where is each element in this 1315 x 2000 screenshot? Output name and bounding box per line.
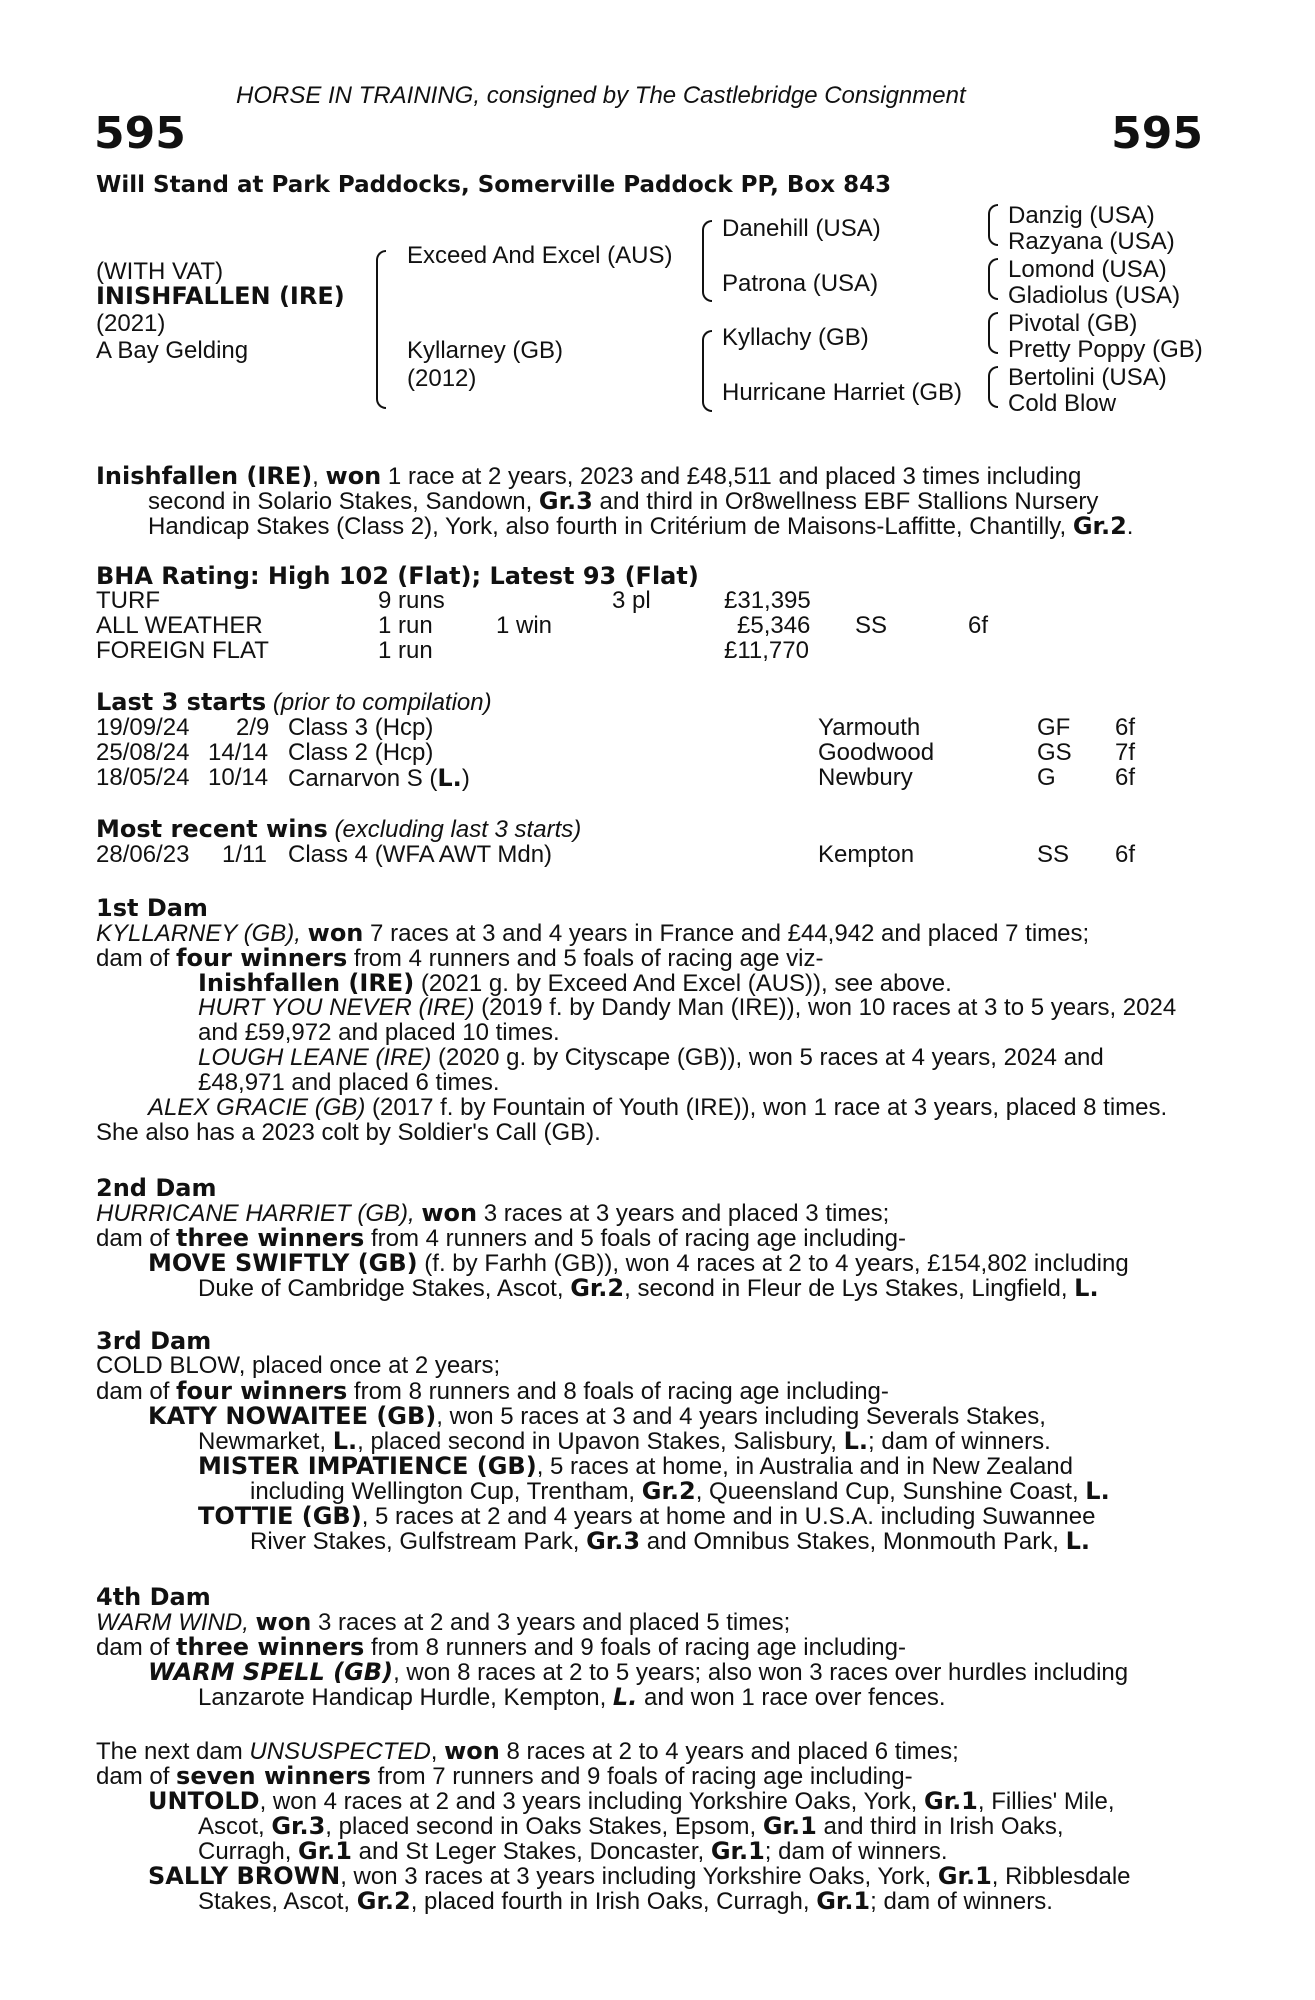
text: including Wellington Cup, Trentham,: [250, 1478, 642, 1505]
text: The next dam: [96, 1738, 250, 1765]
start-race: [288, 764, 470, 793]
start-going: G: [1037, 764, 1056, 791]
start-position: 2/9: [236, 714, 270, 741]
rating-label: TURF: [96, 587, 160, 614]
produce-name: MOVE SWIFTLY (GB): [148, 1249, 418, 1277]
won-label: won: [421, 1199, 478, 1227]
produce-line: [148, 1094, 1167, 1122]
consignment-header: HORSE IN TRAINING, consigned by The Castlebridge Consignment: [236, 82, 966, 109]
text: from 8 runners and 9 foals of racing age including-: [364, 1634, 906, 1661]
dam-dam-sire: Bertolini (USA): [1008, 364, 1167, 391]
winners-count: three winners: [176, 1224, 365, 1252]
text: from 4 runners and 5 foals of racing age including-: [364, 1225, 906, 1252]
start-race-text: Carnarvon S (: [288, 765, 438, 792]
text: Duke of Cambridge Stakes, Ascot,: [198, 1275, 571, 1302]
horse-name: INISHFALLEN (IRE): [96, 282, 345, 310]
pedigree-brace-dd: [988, 366, 998, 408]
start-race: Class 2 (Hcp): [288, 739, 434, 766]
text: and third in Irish Oaks,: [816, 1813, 1064, 1840]
sire-dam-sire: Lomond (USA): [1008, 256, 1167, 283]
start-date: 25/08/24: [96, 739, 190, 766]
won-label: won: [255, 1608, 312, 1636]
produce-text: (2017 f. by Fountain of Youth (IRE)), won 1 race at 3 years, placed 8 times.: [365, 1094, 1168, 1121]
summary-text-2b: and third in Or8wellness EBF Stallions Nursery: [592, 488, 1099, 515]
produce-text: , won 8 races at 2 to 5 years; also won 3 races over hurdles including: [393, 1659, 1129, 1686]
produce-name: UNTOLD: [148, 1787, 260, 1815]
text: and St Leger Stakes, Doncaster,: [351, 1838, 711, 1865]
produce-continuation: [198, 1683, 946, 1712]
stabling-info: Will Stand at Park Paddocks, Somerville Paddock PP, Box 843: [96, 172, 892, 198]
pedigree-brace-ds: [988, 312, 998, 354]
dam: Kyllarney (GB): [407, 337, 564, 364]
produce-text: , won 5 races at 3 and 4 years including Severals Stakes,: [436, 1403, 1046, 1430]
dam-record: 8 races at 2 to 4 years and placed 6 times;: [499, 1738, 959, 1765]
produce-text: , 5 races at 2 and 4 years at home and in U.S.A. including Suwannee: [361, 1503, 1096, 1530]
grade-2: Gr.2: [356, 1887, 411, 1915]
sire: Exceed And Excel (AUS): [407, 242, 673, 269]
text: , Fillies' Mile,: [977, 1788, 1115, 1815]
produce-continuation: £48,971 and placed 6 times.: [198, 1069, 500, 1096]
grade-1: Gr.1: [762, 1812, 817, 1840]
rating-money: £5,346: [737, 612, 811, 639]
start-course: Yarmouth: [818, 714, 921, 741]
pedigree-brace-ss: [988, 204, 998, 246]
produce-name: ALEX GRACIE (GB): [148, 1094, 366, 1121]
first-dam-title: 1st Dam: [96, 894, 208, 922]
win-date: 28/06/23: [96, 841, 190, 868]
grade-1: Gr.1: [710, 1837, 765, 1865]
text: Curragh,: [198, 1838, 299, 1865]
winners-count: seven winners: [176, 1762, 371, 1790]
second-dam-title: 2nd Dam: [96, 1174, 217, 1202]
text: from 4 runners and 5 foals of racing age viz-: [347, 945, 824, 972]
grade-1: Gr.1: [816, 1887, 871, 1915]
start-position: 14/14: [208, 739, 269, 766]
third-dam-line-1: COLD BLOW, placed once at 2 years;: [96, 1352, 501, 1379]
start-date: 19/09/24: [96, 714, 190, 741]
text: from 7 runners and 9 foals of racing age including-: [370, 1763, 913, 1790]
pedigree-brace-sire: [702, 220, 712, 302]
text: , Queensland Cup, Sunshine Coast,: [695, 1478, 1086, 1505]
sire-dam-dam: Gladiolus (USA): [1008, 282, 1181, 309]
horse-year: (2021): [96, 310, 166, 337]
sire-dam: Patrona (USA): [722, 270, 879, 297]
first-dam-footnote: She also has a 2023 colt by Soldier's Call (GB).: [96, 1119, 601, 1146]
text: Stakes, Ascot,: [198, 1888, 357, 1915]
start-distance: 6f: [1115, 764, 1136, 791]
text: from 8 runners and 8 foals of racing age including-: [347, 1378, 889, 1405]
text: River Stakes, Gulfstream Park,: [250, 1528, 587, 1555]
dam-name: UNSUSPECTED: [249, 1738, 431, 1765]
text: dam of: [96, 945, 177, 972]
pedigree-brace-main: [376, 250, 386, 409]
produce-text: (2021 g. by Exceed And Excel (AUS)), see above.: [414, 970, 952, 997]
text: dam of: [96, 1763, 177, 1790]
produce-continuation: and £59,972 and placed 10 times.: [198, 1019, 560, 1046]
pedigree-brace-sd: [988, 258, 998, 300]
rating-runs: 1 run: [378, 612, 433, 639]
grade-2: Gr.2: [1072, 512, 1127, 540]
produce-continuation: [198, 1274, 1099, 1303]
winners-count: four winners: [176, 1377, 348, 1405]
win-race: Class 4 (WFA AWT Mdn): [288, 841, 553, 868]
grade-3: Gr.3: [538, 487, 593, 515]
summary-text-2a: second in Solario Stakes, Sandown,: [148, 488, 539, 515]
grade-1: Gr.1: [923, 1787, 978, 1815]
grade-1: Gr.1: [937, 1862, 992, 1890]
summary-text-3b: .: [1126, 513, 1134, 540]
vat-note: (WITH VAT): [96, 258, 224, 285]
text: ; dam of winners.: [870, 1888, 1053, 1915]
produce-name: TOTTIE (GB): [198, 1502, 362, 1530]
listed-marker: L.: [437, 764, 462, 792]
rating-runs: 9 runs: [378, 587, 445, 614]
produce-continuation: [250, 1527, 1090, 1556]
lot-number-right: 595: [1111, 108, 1203, 159]
start-course: Newbury: [818, 764, 913, 791]
produce-name: LOUGH LEANE (IRE): [198, 1044, 432, 1071]
produce-name: HURT YOU NEVER (IRE): [198, 994, 475, 1021]
listed-marker: L.: [1065, 1527, 1090, 1555]
start-position: 10/14: [208, 764, 269, 791]
produce-continuation: [198, 1887, 1053, 1916]
text: , placed second in Upavon Stakes, Salisbury,: [357, 1428, 844, 1455]
dam-record: 7 races at 3 and 4 years in France and £44,942 and placed 7 times;: [363, 920, 1090, 947]
listed-marker: L.: [1085, 1477, 1110, 1505]
text: dam of: [96, 1634, 177, 1661]
rating-money: £11,770: [724, 637, 809, 664]
winners-count: three winners: [176, 1633, 365, 1661]
produce-text: (2020 g. by Cityscape (GB)), won 5 races at 4 years, 2024 and: [431, 1044, 1104, 1071]
text: and won 1 race over fences.: [637, 1684, 946, 1711]
sire-sire-sire: Danzig (USA): [1008, 202, 1155, 229]
text: ,: [430, 1738, 445, 1765]
grade-3: Gr.3: [586, 1527, 641, 1555]
sire-sire: Danehill (USA): [722, 215, 881, 242]
text: , placed fourth in Irish Oaks, Curragh,: [410, 1888, 817, 1915]
start-going: GS: [1037, 739, 1072, 766]
lot-number-left: 595: [94, 108, 186, 159]
text: , placed second in Oaks Stakes, Epsom,: [325, 1813, 763, 1840]
produce-name: WARM SPELL (GB): [148, 1658, 394, 1686]
produce-line: [198, 994, 1176, 1022]
text: , second in Fleur de Lys Stakes, Lingfield,: [624, 1275, 1075, 1302]
dam-record: 3 races at 3 years and placed 3 times;: [477, 1200, 890, 1227]
start-going: GF: [1037, 714, 1071, 741]
text: ; dam of winners.: [868, 1428, 1051, 1455]
text: and Omnibus Stakes, Monmouth Park,: [640, 1528, 1066, 1555]
fourth-dam-title: 4th Dam: [96, 1583, 211, 1611]
won-label: won: [444, 1737, 500, 1765]
dam-dam-dam: Cold Blow: [1008, 390, 1117, 417]
last-starts-note: (prior to compilation): [266, 689, 492, 716]
rating-going: SS: [855, 612, 888, 639]
rating-placed: 3 pl: [612, 587, 651, 614]
rating-distance: 6f: [968, 612, 989, 639]
win-course: Kempton: [818, 841, 915, 868]
win-position: 1/11: [222, 841, 267, 868]
summary-horse-name: Inishfallen (IRE): [96, 462, 313, 490]
grade-1: Gr.1: [298, 1837, 352, 1865]
won-label: won: [307, 919, 364, 947]
rating-title: BHA Rating: High 102 (Flat); Latest 93 (Flat): [96, 562, 699, 590]
listed-marker: L.: [1074, 1274, 1099, 1302]
text: , won 4 races at 2 and 3 years including Yorkshire Oaks, York,: [259, 1788, 924, 1815]
third-dam-title: 3rd Dam: [96, 1327, 212, 1355]
summary-text-1: 1 race at 2 years, 2023 and £48,511 and placed 3 times including: [381, 463, 1082, 490]
sire-sire-dam: Razyana (USA): [1008, 228, 1175, 255]
recent-wins-note: (excluding last 3 starts): [327, 816, 582, 843]
recent-wins-heading: Most recent wins: [96, 815, 328, 843]
pedigree-brace-dam: [702, 330, 712, 412]
text: Lanzarote Handicap Hurdle, Kempton,: [198, 1684, 613, 1711]
grade-3: Gr.3: [271, 1812, 326, 1840]
win-distance: 6f: [1115, 841, 1136, 868]
rating-money: £31,395: [724, 587, 811, 614]
produce-text: (f. by Farhh (GB)), won 4 races at 2 to 4 years, £154,802 including: [417, 1250, 1129, 1277]
grade-2: Gr.2: [570, 1274, 625, 1302]
dam-name: WARM WIND,: [96, 1609, 256, 1636]
winners-count: four winners: [176, 944, 348, 972]
dam-name: HURRICANE HARRIET (GB),: [96, 1200, 422, 1227]
start-date: 18/05/24: [96, 764, 190, 791]
win-going: SS: [1037, 841, 1070, 868]
produce-name: Inishfallen (IRE): [198, 969, 415, 997]
start-distance: 7f: [1115, 739, 1136, 766]
listed-marker: L.: [332, 1427, 358, 1455]
rating-label: ALL WEATHER: [96, 612, 263, 639]
last-starts-heading: Last 3 starts: [96, 688, 267, 716]
start-distance: 6f: [1115, 714, 1136, 741]
rating-label: FOREIGN FLAT: [96, 637, 269, 664]
dam-sire-dam: Pretty Poppy (GB): [1008, 336, 1203, 363]
text: Newmarket,: [198, 1428, 333, 1455]
produce-line: [198, 1044, 1104, 1072]
produce-name: MISTER IMPATIENCE (GB): [198, 1452, 537, 1480]
dam-year: (2012): [407, 365, 477, 392]
dam-record: 3 races at 2 and 3 years and placed 5 times;: [311, 1609, 791, 1636]
text: dam of: [96, 1378, 177, 1405]
produce-name: KATY NOWAITEE (GB): [148, 1402, 437, 1430]
rating-wins: 1 win: [496, 612, 553, 639]
produce-name: SALLY BROWN: [148, 1862, 341, 1890]
text: ; dam of winners.: [764, 1838, 948, 1865]
dam-dam: Hurricane Harriet (GB): [722, 379, 963, 406]
rating-runs: 1 run: [378, 637, 433, 664]
start-course: Goodwood: [818, 739, 935, 766]
text: dam of: [96, 1225, 177, 1252]
dam-sire-sire: Pivotal (GB): [1008, 310, 1138, 337]
produce-text: , 5 races at home, in Australia and in New Zealand: [536, 1453, 1073, 1480]
dam-sire: Kyllachy (GB): [722, 324, 869, 351]
last-starts-title: [96, 688, 492, 717]
grade-2: Gr.2: [641, 1477, 696, 1505]
text: Ascot,: [198, 1813, 272, 1840]
start-race-end: ): [461, 765, 470, 792]
listed-marker: L.: [843, 1427, 869, 1455]
text: , won 3 races at 3 years including Yorkshire Oaks, York,: [340, 1863, 938, 1890]
summary-text-3a: Handicap Stakes (Class 2), York, also fourth in Critérium de Maisons-Laffitte, Chantilly,: [148, 513, 1073, 540]
summary-line-3: [148, 512, 1133, 541]
dam-name: KYLLARNEY (GB),: [96, 920, 308, 947]
listed-marker: L.: [612, 1683, 638, 1711]
produce-text: (2019 f. by Dandy Man (IRE)), won 10 races at 3 to 5 years, 2024: [474, 994, 1177, 1021]
recent-wins-title: [96, 815, 581, 844]
start-race: Class 3 (Hcp): [288, 714, 434, 741]
summary-line-1: Inishfallen (IRE), won 1 race at 2 years, 2023 and £48,511 and placed 3 times including: [96, 462, 1082, 490]
summary-won: won: [325, 462, 382, 490]
horse-description: A Bay Gelding: [96, 337, 249, 364]
text: , Ribblesdale: [991, 1863, 1131, 1890]
